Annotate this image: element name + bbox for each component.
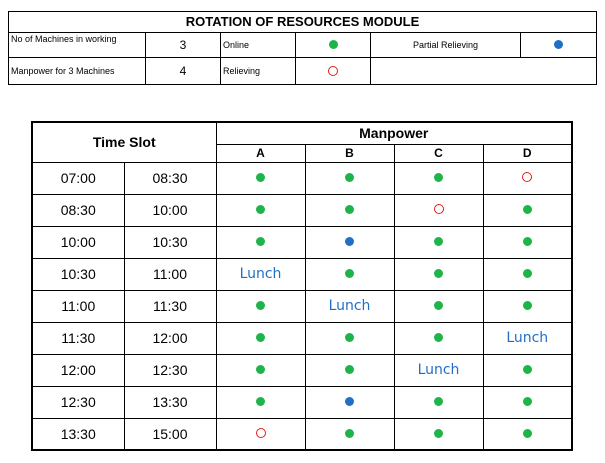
schedule-row [32, 194, 572, 226]
online-dot-icon [434, 173, 443, 182]
legend-relieving-dot [296, 58, 371, 84]
online-dot-icon [256, 365, 265, 374]
slot-start-time: 07:00 [32, 162, 124, 194]
online-dot-icon [434, 397, 443, 406]
slot-start-time: 11:30 [32, 322, 124, 354]
lunch-label: Lunch [506, 330, 549, 346]
status-cell-a [216, 258, 305, 290]
slot-end-time: 12:30 [124, 354, 216, 386]
online-dot-icon [523, 205, 532, 214]
schedule-row [32, 418, 572, 450]
status-cell-d [483, 258, 572, 290]
online-dot-icon [345, 269, 354, 278]
status-cell-b [305, 194, 394, 226]
schedule-row [32, 354, 572, 386]
status-cell-c [394, 162, 483, 194]
online-dot-icon [329, 40, 338, 49]
online-dot-icon [434, 269, 443, 278]
slot-end-time: 12:00 [124, 322, 216, 354]
status-cell-a [216, 194, 305, 226]
slot-start-time: 13:30 [32, 418, 124, 450]
manpower-header: Manpower [216, 122, 572, 144]
column-header-a: A [216, 144, 305, 162]
online-dot-icon [345, 333, 354, 342]
status-cell-b [305, 322, 394, 354]
partial-dot-icon [345, 237, 354, 246]
status-cell-b [305, 226, 394, 258]
summary-empty-cell [371, 58, 596, 84]
slot-start-time: 10:00 [32, 226, 124, 258]
status-cell-c [394, 418, 483, 450]
status-cell-d [483, 226, 572, 258]
status-cell-d [483, 194, 572, 226]
status-cell-c [394, 322, 483, 354]
legend-online-label: Online [221, 32, 296, 58]
schedule-row [32, 226, 572, 258]
slot-end-time: 11:30 [124, 290, 216, 322]
status-cell-b [305, 418, 394, 450]
online-dot-icon [256, 333, 265, 342]
status-cell-b [305, 290, 394, 322]
partial-dot-icon [345, 397, 354, 406]
slot-start-time: 11:00 [32, 290, 124, 322]
legend-relieving-label: Relieving [221, 58, 296, 84]
status-cell-d [483, 162, 572, 194]
schedule-row [32, 322, 572, 354]
slot-end-time: 11:00 [124, 258, 216, 290]
status-cell-a [216, 386, 305, 418]
slot-end-time: 08:30 [124, 162, 216, 194]
online-dot-icon [345, 173, 354, 182]
online-dot-icon [256, 237, 265, 246]
lunch-label: Lunch [328, 298, 371, 314]
status-cell-a [216, 290, 305, 322]
slot-start-time: 12:30 [32, 386, 124, 418]
online-dot-icon [434, 301, 443, 310]
relieving-ring-icon [522, 172, 532, 182]
online-dot-icon [523, 429, 532, 438]
module-title: ROTATION OF RESOURCES MODULE [9, 12, 596, 33]
online-dot-icon [523, 269, 532, 278]
manpower-value: 4 [146, 58, 221, 84]
slot-end-time: 10:00 [124, 194, 216, 226]
schedule-row [32, 162, 572, 194]
status-cell-a [216, 322, 305, 354]
manpower-label: Manpower for 3 Machines [9, 58, 146, 84]
machines-value: 3 [146, 32, 221, 58]
status-cell-a [216, 354, 305, 386]
legend-online-dot [296, 32, 371, 58]
status-cell-b [305, 386, 394, 418]
status-cell-d [483, 322, 572, 354]
online-dot-icon [523, 397, 532, 406]
online-dot-icon [523, 301, 532, 310]
status-cell-b [305, 162, 394, 194]
online-dot-icon [345, 205, 354, 214]
machines-label: No of Machines in working [9, 32, 146, 58]
online-dot-icon [256, 397, 265, 406]
relieving-ring-icon [256, 428, 266, 438]
status-cell-a [216, 418, 305, 450]
status-cell-d [483, 386, 572, 418]
status-cell-c [394, 354, 483, 386]
slot-start-time: 12:00 [32, 354, 124, 386]
partial-dot-icon [554, 40, 563, 49]
schedule-row [32, 386, 572, 418]
status-cell-a [216, 162, 305, 194]
relieving-ring-icon [434, 204, 444, 214]
online-dot-icon [434, 237, 443, 246]
status-cell-c [394, 290, 483, 322]
slot-end-time: 15:00 [124, 418, 216, 450]
status-cell-d [483, 290, 572, 322]
online-dot-icon [434, 333, 443, 342]
status-cell-c [394, 194, 483, 226]
schedule-row [32, 258, 572, 290]
status-cell-b [305, 354, 394, 386]
status-cell-c [394, 258, 483, 290]
column-header-d: D [483, 144, 572, 162]
column-header-b: B [305, 144, 394, 162]
status-cell-c [394, 386, 483, 418]
legend-partial-label: Partial Relieving [371, 32, 521, 58]
online-dot-icon [523, 365, 532, 374]
online-dot-icon [523, 237, 532, 246]
status-cell-c [394, 226, 483, 258]
schedule-row [32, 290, 572, 322]
time-slot-header: Time Slot [32, 122, 216, 162]
legend-partial-dot [521, 32, 596, 58]
status-cell-b [305, 258, 394, 290]
status-cell-a [216, 226, 305, 258]
online-dot-icon [256, 205, 265, 214]
status-cell-d [483, 354, 572, 386]
status-cell-d [483, 418, 572, 450]
slot-start-time: 10:30 [32, 258, 124, 290]
online-dot-icon [256, 301, 265, 310]
column-header-c: C [394, 144, 483, 162]
online-dot-icon [256, 173, 265, 182]
lunch-label: Lunch [417, 362, 460, 378]
slot-end-time: 13:30 [124, 386, 216, 418]
rotation-schedule-table [31, 121, 573, 451]
lunch-label: Lunch [239, 266, 282, 282]
online-dot-icon [345, 365, 354, 374]
online-dot-icon [345, 429, 354, 438]
slot-start-time: 08:30 [32, 194, 124, 226]
relieving-ring-icon [328, 66, 338, 76]
slot-end-time: 10:30 [124, 226, 216, 258]
online-dot-icon [434, 429, 443, 438]
summary-panel [8, 11, 597, 85]
